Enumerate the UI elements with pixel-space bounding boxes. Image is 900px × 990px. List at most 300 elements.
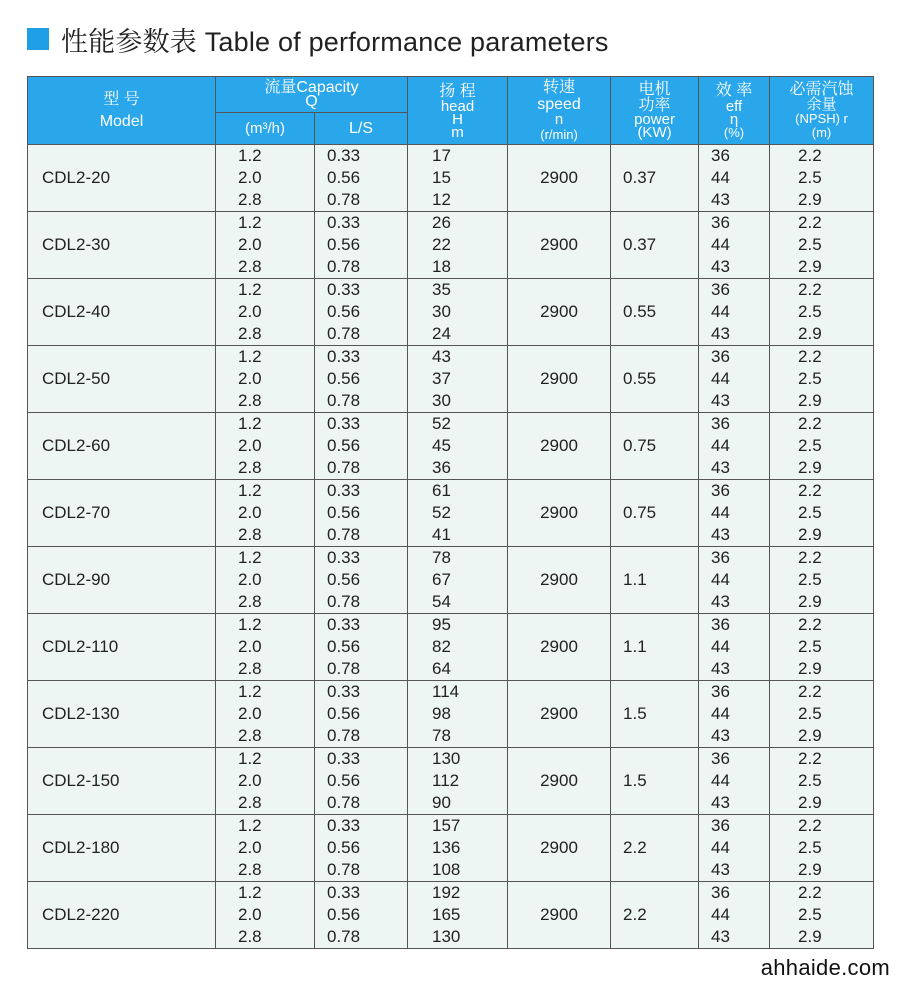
capacity-m3h-cell-value: 2.8 [238,860,262,879]
efficiency-cell-value: 44 [711,302,730,321]
power-cell: 0.75 [611,480,699,547]
capacity-ls-cell-value: 0.56 [327,771,361,790]
head-cell-value: 43 [432,347,451,366]
head-cell-value: 22 [432,235,451,254]
npsh-cell-value: 2.9 [798,592,822,611]
capacity-ls-cell-value: 0.33 [327,146,361,165]
head-cell-value: 45 [432,436,451,455]
efficiency-cell-value: 43 [711,927,730,946]
power-cell: 0.75 [611,413,699,480]
capacity-m3h-cell-value: 2.8 [238,391,262,410]
model-cell: CDL2-180 [28,815,216,882]
model-cell: CDL2-20 [28,145,216,212]
efficiency-cell-value: 43 [711,659,730,678]
head-cell-value: 165 [432,905,461,924]
npsh-cell [770,279,874,346]
efficiency-cell [699,212,770,279]
capacity-ls-cell-value: 0.56 [327,905,361,924]
head-cell [408,279,508,346]
speed-cell: 2900 [508,748,611,815]
capacity-m3h-cell [216,681,315,748]
efficiency-cell-value: 36 [711,146,730,165]
npsh-cell-value: 2.5 [798,369,822,388]
efficiency-cell-value: 43 [711,391,730,410]
table-row [28,212,874,279]
power-cell: 0.37 [611,212,699,279]
npsh-cell-value: 2.9 [798,726,822,745]
capacity-ls-cell-value: 0.78 [327,190,361,209]
table-row [28,346,874,413]
head-cell-value: 157 [432,816,461,835]
head-cell-value: 64 [432,659,451,678]
capacity-ls-cell-value: 0.56 [327,436,361,455]
speed-cell: 2900 [508,346,611,413]
capacity-m3h-cell-value: 2.0 [238,838,262,857]
table-row [28,681,874,748]
capacity-m3h-cell-value: 2.8 [238,592,262,611]
efficiency-cell-value: 43 [711,592,730,611]
capacity-ls-cell-value: 0.33 [327,682,361,701]
head-cell-value: 192 [432,883,461,902]
capacity-ls-cell-value: 0.78 [327,793,361,812]
npsh-cell-value: 2.2 [798,883,822,902]
capacity-ls-cell-value: 0.78 [327,592,361,611]
capacity-ls-cell [315,748,408,815]
capacity-m3h-cell-value: 2.8 [238,659,262,678]
head-cell-value: 52 [432,503,451,522]
efficiency-cell-value: 44 [711,704,730,723]
table-row [28,748,874,815]
model-cell: CDL2-30 [28,212,216,279]
efficiency-cell-value: 36 [711,883,730,902]
npsh-cell [770,681,874,748]
efficiency-cell-value: 44 [711,637,730,656]
efficiency-cell-value: 43 [711,860,730,879]
table-row [28,145,874,212]
capacity-ls-cell [315,212,408,279]
power-cell: 1.1 [611,614,699,681]
capacity-ls-cell-value: 0.78 [327,525,361,544]
capacity-m3h-cell [216,145,315,212]
capacity-ls-cell-value: 0.78 [327,458,361,477]
capacity-m3h-cell [216,480,315,547]
npsh-cell-value: 2.9 [798,257,822,276]
efficiency-cell-value: 36 [711,548,730,567]
npsh-cell-value: 2.2 [798,816,822,835]
efficiency-cell [699,145,770,212]
capacity-m3h-cell-value: 2.8 [238,927,262,946]
table-row [28,413,874,480]
capacity-ls-cell-value: 0.33 [327,816,361,835]
capacity-ls-cell-value: 0.56 [327,838,361,857]
npsh-cell-value: 2.2 [798,213,822,232]
capacity-ls-cell [315,145,408,212]
power-cell: 1.5 [611,748,699,815]
npsh-cell-value: 2.2 [798,280,822,299]
capacity-m3h-cell-value: 2.0 [238,369,262,388]
npsh-cell-value: 2.2 [798,682,822,701]
efficiency-cell [699,882,770,949]
title-text: 性能参数表 Table of performance parameters [61,26,609,57]
table-row [28,547,874,614]
header-power: 电机 功率 power (KW) [611,77,699,145]
capacity-ls-cell [315,614,408,681]
power-cell: 1.1 [611,547,699,614]
capacity-ls-cell [315,815,408,882]
page-title [27,22,609,56]
capacity-m3h-cell-value: 2.0 [238,570,262,589]
table-row [28,815,874,882]
head-cell-value: 114 [432,682,460,701]
npsh-cell-value: 2.2 [798,548,822,567]
efficiency-cell-value: 36 [711,347,730,366]
capacity-ls-cell [315,279,408,346]
efficiency-cell-value: 36 [711,280,730,299]
efficiency-cell [699,413,770,480]
capacity-m3h-cell-value: 2.8 [238,324,262,343]
capacity-ls-cell-value: 0.56 [327,302,361,321]
capacity-m3h-cell-value: 1.2 [238,213,262,232]
npsh-cell-value: 2.9 [798,927,822,946]
npsh-cell-value: 2.9 [798,659,822,678]
head-cell-value: 18 [432,257,451,276]
capacity-ls-cell-value: 0.56 [327,503,361,522]
efficiency-cell-value: 36 [711,414,730,433]
capacity-ls-cell-value: 0.78 [327,659,361,678]
npsh-cell-value: 2.5 [798,838,822,857]
capacity-ls-cell-value: 0.78 [327,391,361,410]
speed-cell: 2900 [508,413,611,480]
capacity-ls-cell-value: 0.33 [327,280,361,299]
capacity-m3h-cell-value: 2.0 [238,637,262,656]
head-cell-value: 78 [432,726,451,745]
capacity-m3h-cell-value: 2.8 [238,458,262,477]
capacity-ls-cell-value: 0.56 [327,570,361,589]
npsh-cell [770,480,874,547]
capacity-m3h-cell [216,346,315,413]
npsh-cell-value: 2.2 [798,146,822,165]
npsh-cell [770,547,874,614]
capacity-m3h-cell-value: 2.0 [238,503,262,522]
speed-cell: 2900 [508,212,611,279]
capacity-m3h-cell-value: 2.8 [238,257,262,276]
efficiency-cell [699,480,770,547]
header-cap-ls: L/S [315,113,408,145]
npsh-cell-value: 2.5 [798,503,822,522]
head-cell [408,346,508,413]
capacity-m3h-cell-value: 2.0 [238,302,262,321]
capacity-m3h-cell-value: 1.2 [238,347,262,366]
header-capacity: 流量Capacity Q [216,77,408,113]
capacity-ls-cell-value: 0.56 [327,369,361,388]
efficiency-cell-value: 43 [711,525,730,544]
head-cell-value: 136 [432,838,461,857]
model-cell: CDL2-220 [28,882,216,949]
capacity-ls-cell-value: 0.78 [327,726,361,745]
capacity-m3h-cell-value: 2.0 [238,905,262,924]
efficiency-cell-value: 43 [711,190,730,209]
capacity-ls-cell-value: 0.78 [327,257,361,276]
npsh-cell-value: 2.9 [798,391,822,410]
efficiency-cell-value: 36 [711,749,730,768]
capacity-ls-cell-value: 0.56 [327,235,361,254]
speed-cell: 2900 [508,547,611,614]
capacity-m3h-cell-value: 2.8 [238,726,262,745]
model-cell: CDL2-40 [28,279,216,346]
capacity-ls-cell [315,681,408,748]
efficiency-cell-value: 36 [711,213,730,232]
capacity-ls-cell [315,413,408,480]
model-cell: CDL2-130 [28,681,216,748]
npsh-cell-value: 2.2 [798,615,822,634]
npsh-cell-value: 2.5 [798,637,822,656]
efficiency-cell [699,346,770,413]
head-cell-value: 90 [432,793,451,812]
head-cell [408,882,508,949]
efficiency-cell-value: 44 [711,838,730,857]
efficiency-cell-value: 44 [711,570,730,589]
npsh-cell-value: 2.5 [798,302,822,321]
efficiency-cell [699,614,770,681]
npsh-cell-value: 2.5 [798,570,822,589]
efficiency-cell [699,815,770,882]
header-model: 型 号 Model [28,77,216,145]
speed-cell: 2900 [508,815,611,882]
speed-cell: 2900 [508,480,611,547]
efficiency-cell [699,748,770,815]
capacity-m3h-cell-value: 1.2 [238,548,262,567]
head-cell [408,681,508,748]
capacity-m3h-cell-value: 2.8 [238,190,262,209]
capacity-ls-cell-value: 0.33 [327,347,361,366]
power-cell: 0.55 [611,279,699,346]
head-cell-value: 52 [432,414,451,433]
speed-cell: 2900 [508,681,611,748]
capacity-ls-cell-value: 0.56 [327,704,361,723]
npsh-cell-value: 2.5 [798,168,822,187]
speed-cell: 2900 [508,145,611,212]
efficiency-cell-value: 44 [711,503,730,522]
npsh-cell-value: 2.5 [798,905,822,924]
table-row [28,614,874,681]
capacity-m3h-cell-value: 2.0 [238,771,262,790]
head-cell-value: 30 [432,302,451,321]
efficiency-cell-value: 44 [711,168,730,187]
capacity-ls-cell [315,346,408,413]
speed-cell: 2900 [508,882,611,949]
npsh-cell [770,614,874,681]
efficiency-cell-value: 36 [711,682,730,701]
model-cell: CDL2-90 [28,547,216,614]
capacity-m3h-cell [216,748,315,815]
head-cell-value: 36 [432,458,451,477]
model-cell: CDL2-70 [28,480,216,547]
npsh-cell [770,145,874,212]
npsh-cell [770,346,874,413]
head-cell-value: 37 [432,369,451,388]
capacity-ls-cell [315,480,408,547]
npsh-cell-value: 2.5 [798,771,822,790]
head-cell-value: 98 [432,704,451,723]
capacity-m3h-cell [216,815,315,882]
model-cell: CDL2-60 [28,413,216,480]
capacity-m3h-cell [216,413,315,480]
model-cell: CDL2-150 [28,748,216,815]
efficiency-cell-value: 44 [711,369,730,388]
capacity-ls-cell-value: 0.33 [327,548,361,567]
capacity-ls-cell-value: 0.78 [327,927,361,946]
head-cell-value: 67 [432,570,451,589]
head-cell-value: 30 [432,391,451,410]
head-cell-value: 12 [432,190,451,209]
capacity-m3h-cell-value: 1.2 [238,414,262,433]
npsh-cell-value: 2.2 [798,414,822,433]
capacity-m3h-cell-value: 1.2 [238,280,262,299]
speed-cell: 2900 [508,614,611,681]
table-row [28,882,874,949]
capacity-m3h-cell [216,279,315,346]
capacity-m3h-cell-value: 2.8 [238,525,262,544]
capacity-m3h-cell-value: 1.2 [238,481,262,500]
head-cell-value: 41 [432,525,451,544]
npsh-cell [770,748,874,815]
efficiency-cell-value: 43 [711,257,730,276]
npsh-cell-value: 2.9 [798,324,822,343]
capacity-m3h-cell-value: 2.0 [238,168,262,187]
head-cell [408,212,508,279]
capacity-ls-cell-value: 0.33 [327,749,361,768]
efficiency-cell-value: 43 [711,726,730,745]
head-cell [408,413,508,480]
power-cell: 1.5 [611,681,699,748]
head-cell-value: 95 [432,615,451,634]
head-cell-value: 35 [432,280,451,299]
efficiency-cell-value: 43 [711,458,730,477]
capacity-m3h-cell-value: 1.2 [238,146,262,165]
capacity-ls-cell-value: 0.56 [327,168,361,187]
header-cap-m3h: (m³/h) [216,113,315,145]
npsh-cell-value: 2.9 [798,860,822,879]
head-cell [408,614,508,681]
efficiency-cell-value: 36 [711,615,730,634]
capacity-ls-cell-value: 0.33 [327,615,361,634]
head-cell-value: 15 [432,168,451,187]
head-cell [408,547,508,614]
power-cell: 0.37 [611,145,699,212]
header-head: 扬 程 head H m [408,77,508,145]
speed-cell: 2900 [508,279,611,346]
npsh-cell [770,212,874,279]
capacity-m3h-cell-value: 1.2 [238,816,262,835]
npsh-cell-value: 2.9 [798,525,822,544]
capacity-ls-cell-value: 0.33 [327,414,361,433]
npsh-cell-value: 2.9 [798,793,822,812]
power-cell: 2.2 [611,882,699,949]
capacity-ls-cell-value: 0.33 [327,481,361,500]
model-cell: CDL2-50 [28,346,216,413]
capacity-m3h-cell [216,547,315,614]
npsh-cell [770,815,874,882]
capacity-m3h-cell-value: 1.2 [238,749,262,768]
head-cell-value: 17 [432,146,451,165]
capacity-ls-cell-value: 0.78 [327,324,361,343]
power-cell: 0.55 [611,346,699,413]
head-cell-value: 26 [432,213,451,232]
capacity-m3h-cell-value: 1.2 [238,883,262,902]
table-row [28,279,874,346]
capacity-ls-cell-value: 0.78 [327,860,361,879]
head-cell-value: 108 [432,860,461,879]
header-npsh: 必需汽蚀 余量 (NPSH) r (m) [770,77,874,145]
efficiency-cell-value: 44 [711,905,730,924]
capacity-m3h-cell [216,614,315,681]
head-cell-value: 78 [432,548,451,567]
capacity-m3h-cell [216,882,315,949]
head-cell [408,145,508,212]
efficiency-cell-value: 44 [711,436,730,455]
efficiency-cell [699,681,770,748]
title-marker [27,28,49,50]
capacity-m3h-cell-value: 1.2 [238,682,262,701]
watermark: ahhaide.com [760,955,890,980]
npsh-cell-value: 2.9 [798,458,822,477]
npsh-cell [770,882,874,949]
power-cell: 2.2 [611,815,699,882]
head-cell-value: 24 [432,324,451,343]
efficiency-cell-value: 43 [711,793,730,812]
capacity-m3h-cell-value: 2.0 [238,704,262,723]
capacity-ls-cell [315,882,408,949]
npsh-cell-value: 2.2 [798,749,822,768]
capacity-m3h-cell-value: 2.0 [238,235,262,254]
npsh-cell-value: 2.5 [798,704,822,723]
capacity-m3h-cell-value: 2.8 [238,793,262,812]
model-cell: CDL2-110 [28,614,216,681]
head-cell-value: 130 [432,749,461,768]
head-cell-value: 130 [432,927,461,946]
efficiency-cell [699,279,770,346]
capacity-m3h-cell-value: 2.0 [238,436,262,455]
efficiency-cell-value: 44 [711,235,730,254]
performance-table [27,76,874,949]
capacity-ls-cell-value: 0.33 [327,883,361,902]
table-row [28,480,874,547]
capacity-m3h-cell-value: 1.2 [238,615,262,634]
head-cell [408,480,508,547]
head-cell-value: 112 [432,771,460,790]
capacity-ls-cell-value: 0.33 [327,213,361,232]
capacity-m3h-cell [216,212,315,279]
header-speed: 转速 speed n (r/min) [508,77,611,145]
efficiency-cell-value: 44 [711,771,730,790]
efficiency-cell-value: 36 [711,481,730,500]
capacity-ls-cell-value: 0.56 [327,637,361,656]
npsh-cell-value: 2.2 [798,481,822,500]
head-cell [408,815,508,882]
capacity-ls-cell [315,547,408,614]
head-cell-value: 82 [432,637,451,656]
npsh-cell-value: 2.9 [798,190,822,209]
head-cell-value: 54 [432,592,451,611]
head-cell [408,748,508,815]
efficiency-cell-value: 36 [711,816,730,835]
efficiency-cell-value: 43 [711,324,730,343]
head-cell-value: 61 [432,481,451,500]
npsh-cell-value: 2.5 [798,436,822,455]
npsh-cell-value: 2.5 [798,235,822,254]
npsh-cell [770,413,874,480]
header-efficiency: 效 率 eff η (%) [699,77,770,145]
